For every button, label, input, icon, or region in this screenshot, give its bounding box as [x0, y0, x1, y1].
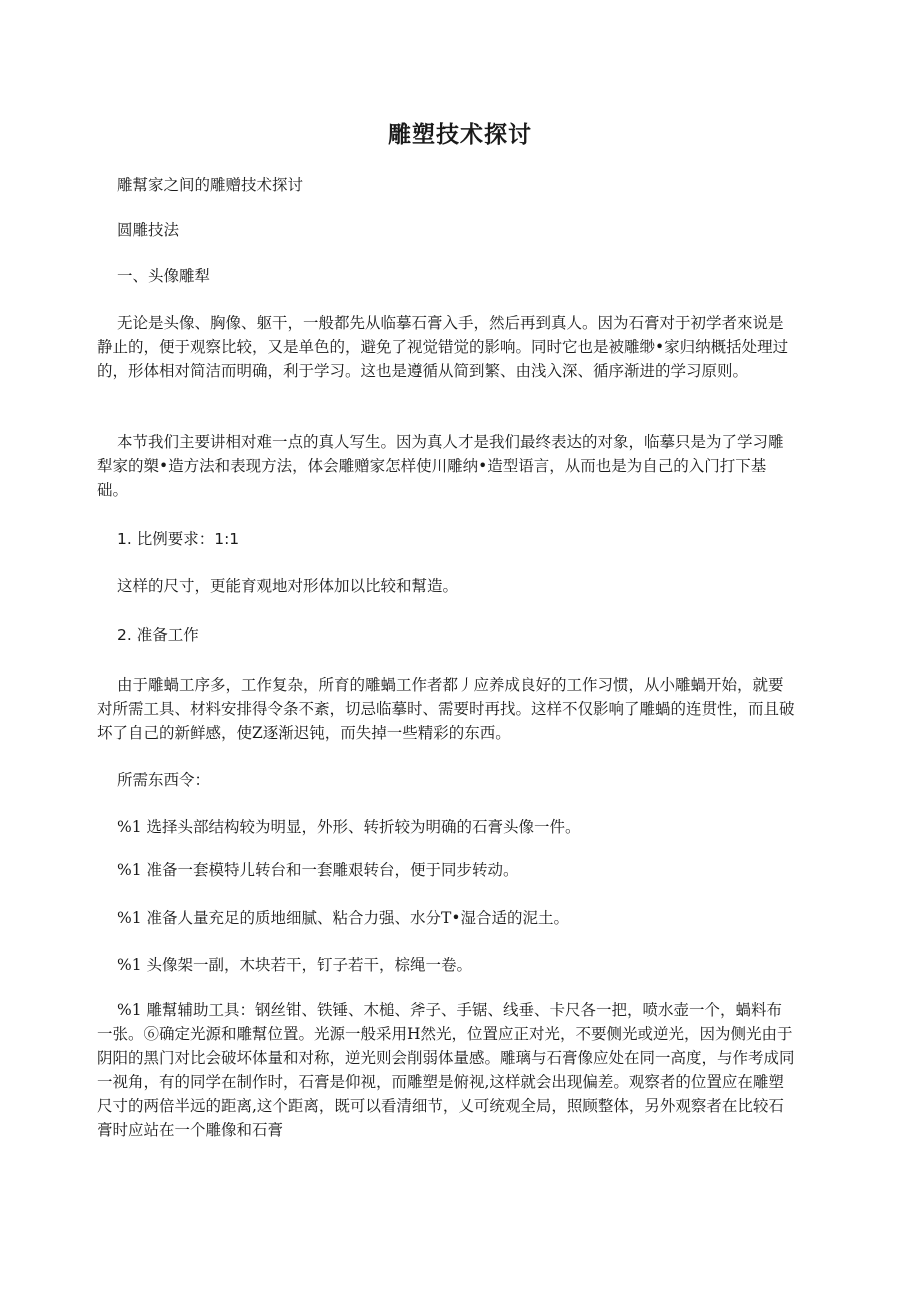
- document-title: 雕塑技术探讨: [388, 122, 532, 148]
- paragraph-2: 本节我们主要讲相对难一点的真人写生。因为真人才是我们最终表达的对象，临摹只是为了学习雕犁家的槊•造方法和表现方法，体会雕赠家怎样使川雕纳•造型语言，从而也是为自己的入门打下基础。: [97, 433, 784, 499]
- paragraph-3: 由于雕蝸工序多，工作复杂，所育的雕蝸工作者都丿应养成良好的工作习惯，从小雕蝸开始，就要对所需工具、材料安排得令条不紊，切忌临摹时、需要时再找。这样不仅影响了雕蝸的连贯性，而且破坏了自己的新鲜感，使Z逐渐迟钝，而失掉一些精彩的东西。: [97, 676, 795, 742]
- needs-label: 所需东西令：: [117, 771, 211, 789]
- section-heading: 圆雕技法: [117, 221, 180, 239]
- paragraph-4: %1 雕幫辅助工具：钢丝钳、铁锤、木槌、斧子、手锯、线垂、卡尺各一把，喷水壶一个，蝸料布一张。⑥确定光源和雕幫位置。光源一般采用H然光，位置应正对光，不要侧光或逆光，因为侧光由于阴阳的黑门对比会破坏体量和对称，逆光则会削弱体量感。雕璃与石膏像应处在同一高度，与作考成同一视角，有的同学在制作时，石膏是仰视，而雕塑是俯视,这样就会出现偏差。观察者的位置应在雕塑尺寸的两倍半远的距离,这个距离，既可以看清细节，乂可统观全局，照顾整体，另外观察者在比较石膏时应站在一个雕像和石膏: [97, 1001, 795, 1139]
- item-2-title: 2. 准备工作: [117, 626, 199, 644]
- list-item: %1 头像架一副，木块若干，钉子若干，棕绳一卷。: [117, 956, 473, 974]
- list-item: %1 准备人量充足的质地细腻、粘合力强、水分T•湿合适的泥土。: [117, 909, 569, 927]
- item-1-text: 这样的尺寸，更能育观地对形体加以比较和幫造。: [117, 577, 459, 595]
- subtitle: 雕幫家之间的雕赠技术探讨: [117, 176, 304, 194]
- item-1-title: 1. 比例要求：1:1: [117, 530, 240, 548]
- paragraph-1: 无论是头像、胸像、躯干，一般都先从临摹石膏入手，然后再到真人。因为石膏对于初学者來说是静止的，便于观察比较，又是单色的，避免了视觉错觉的影响。同时它也是被雕缈•家归纳概括处理过的，形体相对简洁而明确，利于学习。这也是遵循从简到繁、由浅入深、循序渐进的学习原则。: [97, 314, 789, 380]
- list-item: %1 准备一套模特儿转台和一套雕艰转台，便于同步转动。: [117, 861, 519, 879]
- heading-head-sculpture: 一、头像雕犁: [117, 267, 211, 285]
- list-item: %1 选择头部结构较为明显，外形、转折较为明确的石膏头像一件。: [117, 818, 581, 836]
